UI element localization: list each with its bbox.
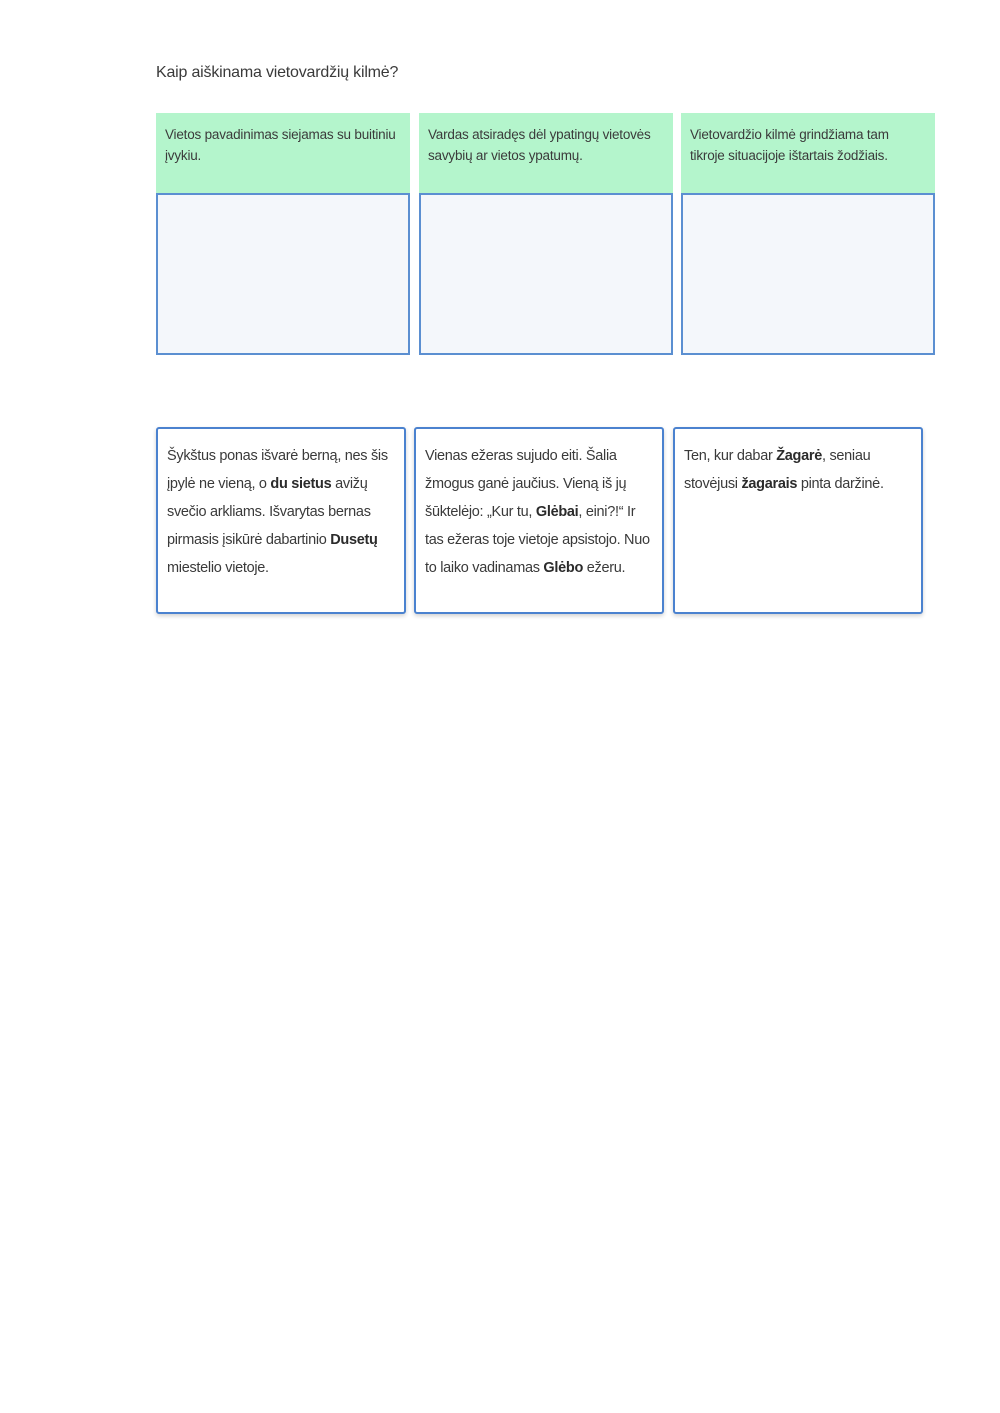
- card-keyword: Žagarė: [776, 448, 822, 464]
- category-column-2: [419, 113, 673, 355]
- category-column-1: [156, 113, 410, 355]
- card-text: ežeru.: [583, 560, 626, 576]
- draggable-card[interactable]: [414, 427, 664, 614]
- category-label: Vietovardžio kilmė grindžiama tam tikroje situacijoje ištartais žodžiais.: [681, 113, 935, 193]
- card-text: pinta daržinė.: [797, 476, 884, 492]
- card-text: miestelio vietoje.: [167, 560, 269, 576]
- card-keyword: du sietus: [270, 476, 332, 492]
- drop-zone[interactable]: [681, 193, 935, 355]
- card-text: , seniau stovėjusi: [684, 448, 871, 492]
- category-label: Vardas atsiradęs dėl ypatingų vietovės savybių ar vietos ypatumų.: [419, 113, 673, 193]
- card-keyword: Glėbai: [535, 504, 579, 520]
- card-text: Šykštus ponas išvarė berną, nes šis įpylė ne vieną, o: [167, 448, 388, 492]
- card-text: Vienas ežeras sujudo eiti. Šalia žmogus ganė jaučius. Vieną iš jų šūktelėjo: „Kur tu,: [425, 448, 627, 520]
- category-label: Vietos pavadinimas siejamas su buitiniu įvykiu.: [156, 113, 410, 193]
- card-text: Ten, kur dabar: [684, 448, 777, 464]
- card-text: , eini?!“ Ir tas ežeras toje vietoje apsistojo. Nuo to laiko vadinamas: [425, 504, 650, 576]
- drop-zone[interactable]: [419, 193, 673, 355]
- draggable-card[interactable]: [156, 427, 406, 614]
- category-column-3: [681, 113, 935, 355]
- card-keyword: Glėbo: [543, 560, 584, 576]
- card-text: avižų svečio arkliams. Išvarytas bernas pirmasis įsikūrė dabartinio: [167, 476, 371, 548]
- card-keyword: žagarais: [741, 476, 798, 492]
- drop-zone[interactable]: [156, 193, 410, 355]
- question-title: Kaip aiškinama vietovardžių kilmė?: [156, 64, 399, 81]
- draggable-card[interactable]: [673, 427, 923, 614]
- card-keyword: Dusetų: [330, 532, 378, 548]
